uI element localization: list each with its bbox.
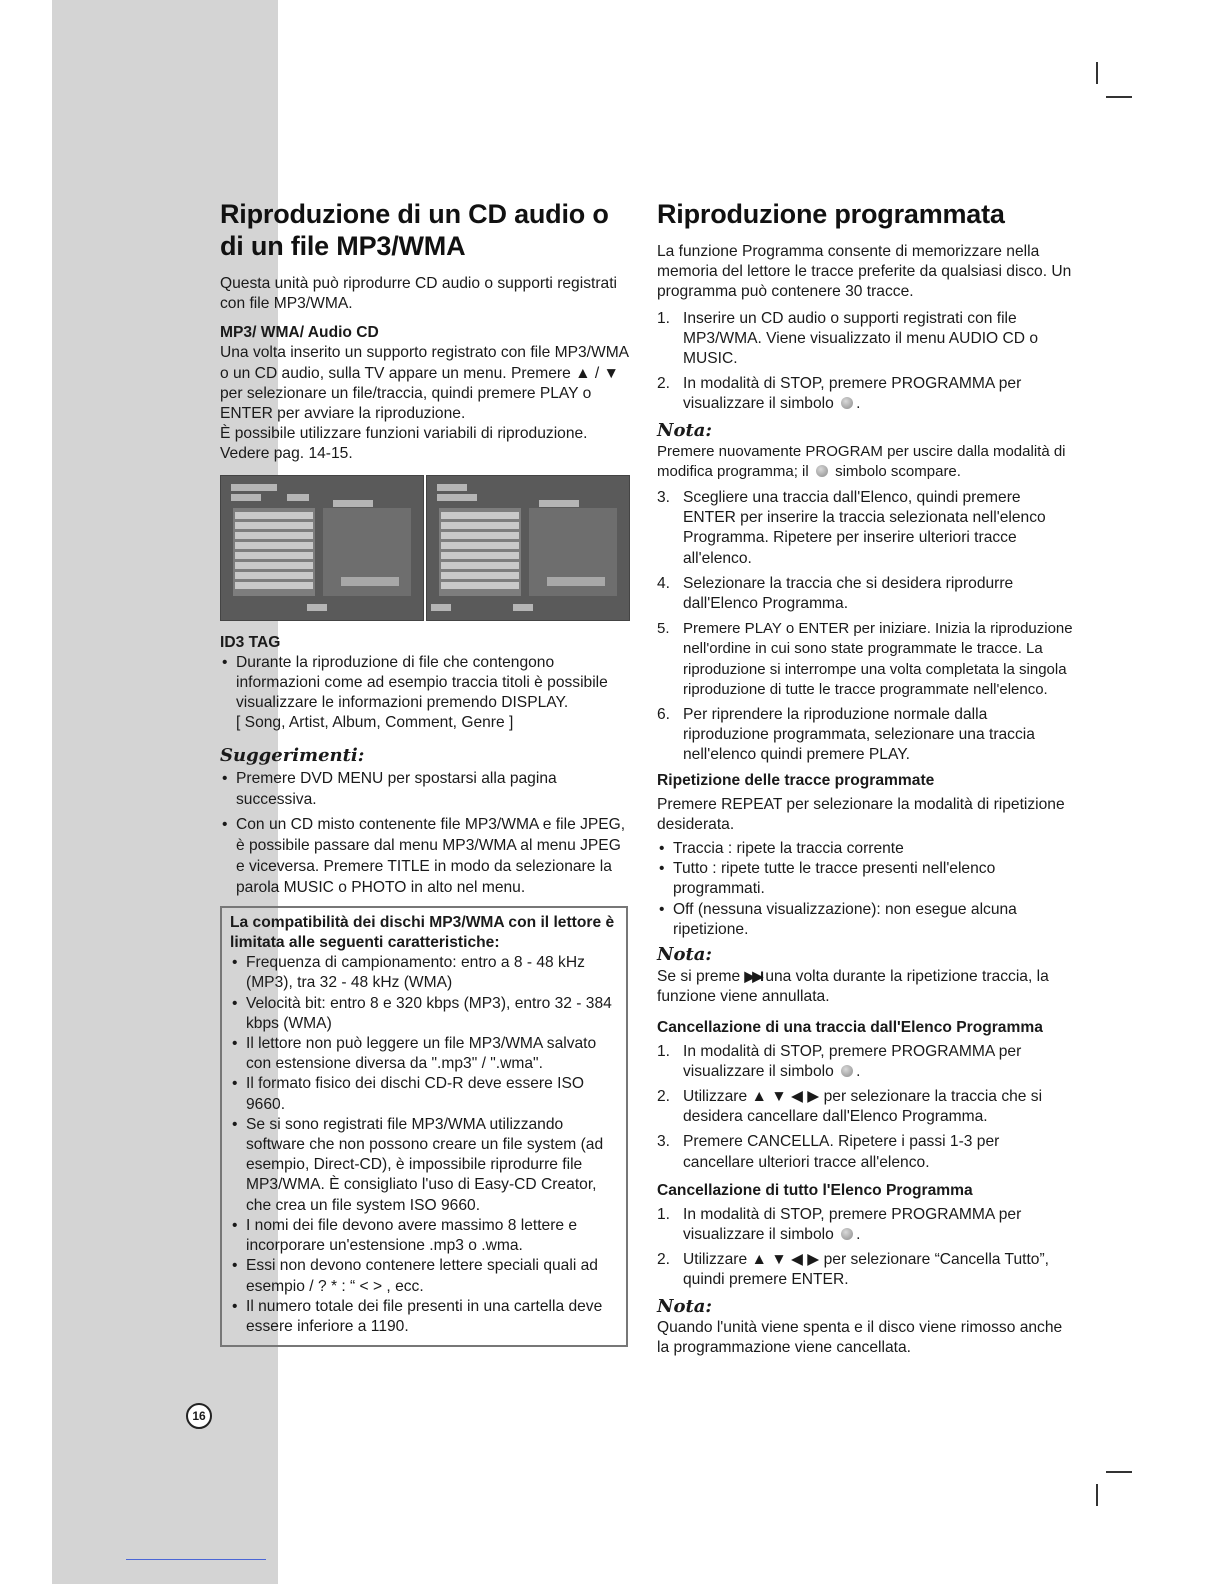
cancel-one-heading: Cancellazione di una traccia dall'Elenco Programma bbox=[657, 1018, 1043, 1036]
program-symbol-icon bbox=[841, 1065, 853, 1077]
mp3-text: Una volta inserito un supporto registrato con file MP3/WMA o un CD audio, sulla TV appare un menu. Premere ▲ / ▼ per selezionare un file/traccia, quindi premere PLAY o ENTER per avviare la riproduzione. bbox=[220, 344, 629, 423]
note-text: Premere nuovamente PROGRAM per uscire dalla modalità di modifica programma; il simbolo scompare. bbox=[657, 442, 1066, 480]
program-step: 3. Scegliere una traccia dall'Elenco, quindi premere ENTER per inserire la traccia selezionata nell'elenco Programma. Ripetere per inserire ulteriori tracce all'elenco. bbox=[657, 489, 1046, 567]
mp3-menu-screenshot bbox=[426, 475, 630, 621]
note-heading: Nota: bbox=[657, 419, 713, 441]
menu-screenshots bbox=[220, 475, 632, 621]
cancel-all-heading: Cancellazione di tutto l'Elenco Programma bbox=[657, 1181, 973, 1199]
compat-item: • I nomi dei file devono avere massimo 8 lettere e incorporare un'estensione .mp3 o .wma. bbox=[230, 1216, 618, 1256]
section-title-cd-mp3: Riproduzione di un CD audio o di un file MP3/WMA bbox=[220, 199, 609, 261]
left-column bbox=[220, 198, 632, 1347]
note-text: Quando l'unità viene spenta e il disco viene rimosso anche la programmazione viene cancellata. bbox=[657, 1318, 1063, 1356]
tip-item: • Premere DVD MENU per spostarsi alla pagina successiva. bbox=[220, 769, 632, 809]
tips-heading: Suggerimenti: bbox=[220, 745, 365, 767]
note-heading: Nota: bbox=[657, 1295, 713, 1317]
repeat-item: • Tutto : ripete tutte le tracce presenti nell'elenco programmati. bbox=[657, 859, 1073, 899]
cancel-step: 3. Premere CANCELLA. Ripetere i passi 1-3 per cancellare ulteriori tracce all'elenco. bbox=[657, 1133, 1000, 1171]
audio-cd-menu-screenshot bbox=[220, 475, 424, 621]
id3-heading: ID3 TAG bbox=[220, 633, 281, 651]
note-heading: Nota: bbox=[657, 944, 713, 966]
repeat-intro: Premere REPEAT per selezionare la modalità di ripetizione desiderata. bbox=[657, 795, 1065, 833]
program-step: 1. Inserire un CD audio o supporti registrati con file MP3/WMA. Viene visualizzato il menu AUDIO CD o MUSIC. bbox=[657, 309, 1039, 368]
program-symbol-icon bbox=[816, 465, 828, 477]
crop-mark bbox=[1106, 96, 1132, 98]
tip-item: • Con un CD misto contenente file MP3/WMA e file JPEG, è possibile passare dal menu MP3/WMA al menu JPEG e viceversa. Premere TITLE in modo da selezionare la parola MUSIC o PHOTO in alto nel menu. bbox=[220, 814, 632, 898]
compat-item: • Il formato fisico dei dischi CD-R deve essere ISO 9660. bbox=[230, 1074, 618, 1114]
underline-rule bbox=[126, 1559, 266, 1560]
compat-item: • Il lettore non può leggere un file MP3/WMA salvato con estensione diversa da ".mp3" / ".wma". bbox=[230, 1034, 618, 1074]
program-symbol-icon bbox=[841, 397, 853, 409]
repeat-heading: Ripetizione delle tracce programmate bbox=[657, 771, 935, 789]
intro-text: Questa unità può riprodurre CD audio o supporti registrati con file MP3/WMA. bbox=[220, 275, 617, 313]
note-text: Se si preme ▶▶I una volta durante la ripetizione traccia, la funzione viene annullata. bbox=[657, 968, 1049, 1006]
id3-tag-list: [ Song, Artist, Album, Comment, Genre ] bbox=[236, 714, 514, 732]
program-step: 4. Selezionare la traccia che si desidera riprodurre dall'Elenco Programma. bbox=[657, 574, 1014, 613]
repeat-item: • Off (nessuna visualizzazione): non esegue alcuna ripetizione. bbox=[657, 900, 1073, 940]
crop-mark bbox=[1106, 1471, 1132, 1473]
program-intro: La funzione Programma consente di memorizzare nella memoria del lettore le tracce preferite da qualsiasi disco. Un programma può contenere 30 tracce. bbox=[657, 243, 1072, 301]
crop-mark bbox=[1096, 1484, 1098, 1506]
repeat-item: • Traccia : ripete la traccia corrente bbox=[657, 839, 1073, 859]
compat-item: • Il numero totale dei file presenti in una cartella deve essere inferiore a 1190. bbox=[230, 1297, 618, 1337]
mp3-text-variable: È possibile utilizzare funzioni variabili di riproduzione. Vedere pag. 14-15. bbox=[220, 425, 588, 463]
cancel-step: 2. Utilizzare ▲ ▼ ◀ ▶ per selezionare la traccia che si desidera cancellare dall'Elenco Programma. bbox=[657, 1087, 1043, 1126]
cancel-all-step: 2. Utilizzare ▲ ▼ ◀ ▶ per selezionare “Cancella Tutto”, quindi premere ENTER. bbox=[657, 1251, 1049, 1289]
compatibility-title: La compatibilità dei dischi MP3/WMA con il lettore è limitata alle seguenti caratteristiche: bbox=[230, 913, 615, 952]
compatibility-box bbox=[220, 906, 628, 1347]
section-title-program: Riproduzione programmata bbox=[657, 199, 1005, 229]
crop-mark bbox=[1096, 62, 1098, 84]
next-skip-icon: ▶▶I bbox=[744, 968, 761, 985]
cancel-step: 1. In modalità di STOP, premere PROGRAMMA per visualizzare il simbolo . bbox=[657, 1042, 1022, 1080]
compat-item: • Frequenza di campionamento: entro a 8 - 48 kHz (MP3), tra 32 - 48 kHz (WMA) bbox=[230, 953, 618, 993]
page-number: 16 bbox=[186, 1403, 212, 1429]
id3-item: • Durante la riproduzione di file che contengono informazioni come ad esempio traccia titoli è possibile visualizzare le informazioni premendo DISPLAY. [ Song, Artist, Album, Comment, Genre ] bbox=[220, 653, 632, 734]
compat-item: • Se si sono registrati file MP3/WMA utilizzando software che non possono creare un file system (ad esempio, Direct-CD), è impossibile riprodurre file MP3/WMA. È consigliato l'uso di Easy-CD Creator, che crea un file system ISO 9660. bbox=[230, 1115, 618, 1216]
mp3-heading: MP3/ WMA/ Audio CD bbox=[220, 324, 379, 342]
program-step: 5. Premere PLAY o ENTER per iniziare. Inizia la riproduzione nell'ordine in cui sono state programmate le tracce. La riproduzione si interrompe una volta completata la singola riproduzione di tutte le tracce programmate nell'elenco. bbox=[657, 620, 1073, 698]
program-symbol-icon bbox=[841, 1228, 853, 1240]
compat-item: • Essi non devono contenere lettere speciali quali ad esempio / ? * : “ < > , ecc. bbox=[230, 1256, 618, 1296]
cancel-all-step: 1. In modalità di STOP, premere PROGRAMMA per visualizzare il simbolo . bbox=[657, 1205, 1022, 1243]
program-step: 2. In modalità di STOP, premere PROGRAMMA per visualizzare il simbolo . bbox=[657, 375, 1022, 413]
program-step: 6. Per riprendere la riproduzione normale dalla riproduzione programmata, selezionare una traccia nell'elenco quindi premere PLAY. bbox=[657, 706, 1035, 764]
right-column bbox=[657, 198, 1073, 1358]
compat-item: • Velocità bit: entro 8 e 320 kbps (MP3), entro 32 - 384 kbps (WMA) bbox=[230, 994, 618, 1034]
